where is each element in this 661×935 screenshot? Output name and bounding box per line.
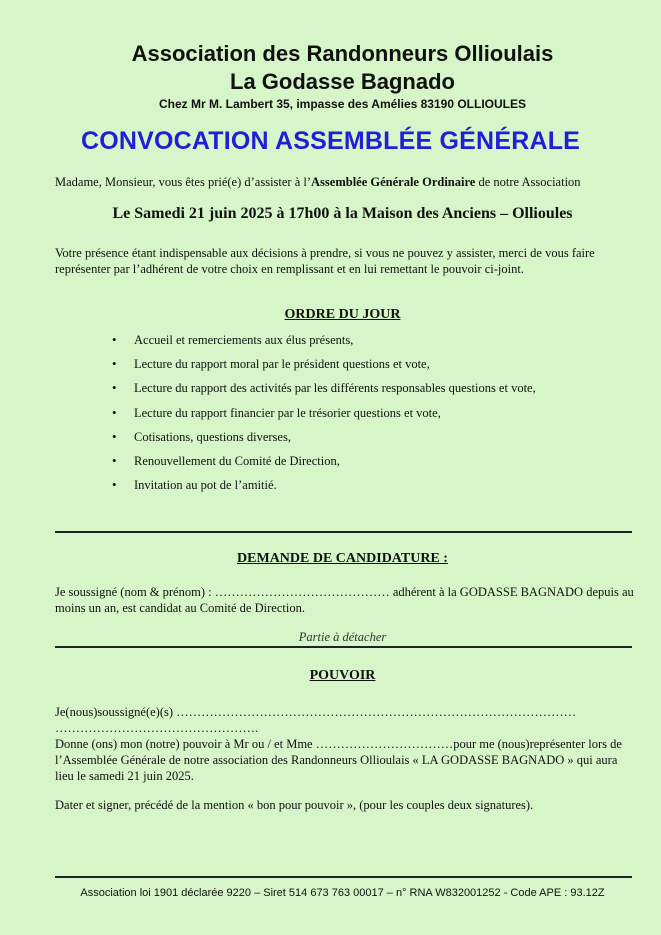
- section-divider: [55, 531, 632, 533]
- proxy-signature-note: Dater et signer, précédé de la mention « bon pour pouvoir », (pour les couples deux signatures).: [55, 798, 534, 812]
- invitation-text-start: Madame, Monsieur, vous êtes prié(e) d’assister à l’: [55, 175, 312, 189]
- proxy-title: POUVOIR: [309, 668, 376, 683]
- agenda-item: • Lecture du rapport des activités par les différents responsables questions et vote,: [112, 381, 536, 405]
- convocation-title: CONVOCATION ASSEMBLÉE GÉNÉRALE: [80, 127, 581, 155]
- presence-paragraph: Votre présence étant indispensable aux décisions à prendre, si vous ne pouvez y assister, merci de vous faire représenter par l’adhérent de votre choix en remplissant et en lui remettant le pouvoir ci-joint.: [55, 246, 595, 276]
- candidature-title: DEMANDE DE CANDIDATURE :: [237, 551, 448, 566]
- agenda-item: • Cotisations, questions diverses,: [112, 430, 536, 454]
- legal-footer: Association loi 1901 déclarée 9220 – Siret 514 673 763 00017 – n° RNA W832001252 - Code APE : 93.12Z: [80, 887, 605, 899]
- agenda-item: • Lecture du rapport financier par le trésorier questions et vote,: [112, 406, 536, 430]
- proxy-name-line: Je(nous)soussigné(e)(s) …………………………………………………………………………………… ………………………………………….: [55, 705, 577, 735]
- meeting-date: Le Samedi 21 juin 2025 à 17h00 à la Maison des Anciens – Ollioules: [112, 205, 573, 222]
- agenda-item: • Accueil et remerciements aux élus présents,: [112, 333, 536, 357]
- agenda-list: [112, 333, 536, 502]
- invitation-text: [55, 174, 635, 190]
- detach-line: [55, 646, 632, 648]
- footer-divider: [55, 876, 632, 878]
- invitation-text-bold: Assemblée Générale Ordinaire: [311, 175, 476, 189]
- association-name: Association des Randonneurs Ollioulais: [131, 41, 554, 66]
- club-address: Chez Mr M. Lambert 35, impasse des Amélies 83190 OLLIOULES: [158, 97, 527, 111]
- proxy-delegation-text: Donne (ons) mon (notre) pouvoir à Mr ou / et Mme ……………………………pour me (nous)représenter lors de l’Assemblée Générale de notre association des Randonneurs Ollioulais « LA GODASSE BAGNADO » qui aura lieu le samedi 21 juin 2025.: [55, 737, 622, 783]
- invitation-text-end: de notre Association: [475, 175, 581, 189]
- agenda-item: • Invitation au pot de l’amitié.: [112, 478, 536, 502]
- detach-label: Partie à détacher: [298, 630, 387, 644]
- agenda-item: • Renouvellement du Comité de Direction,: [112, 454, 536, 478]
- candidature-text: Je soussigné (nom & prénom) : …………………………………… adhérent à la GODASSE BAGNADO depuis au moins un an, est candidat au Comité de Direction.: [55, 585, 634, 615]
- agenda-item: • Lecture du rapport moral par le président questions et vote,: [112, 357, 536, 381]
- club-name: La Godasse Bagnado: [230, 69, 455, 94]
- agenda-title: ORDRE DU JOUR: [284, 307, 401, 322]
